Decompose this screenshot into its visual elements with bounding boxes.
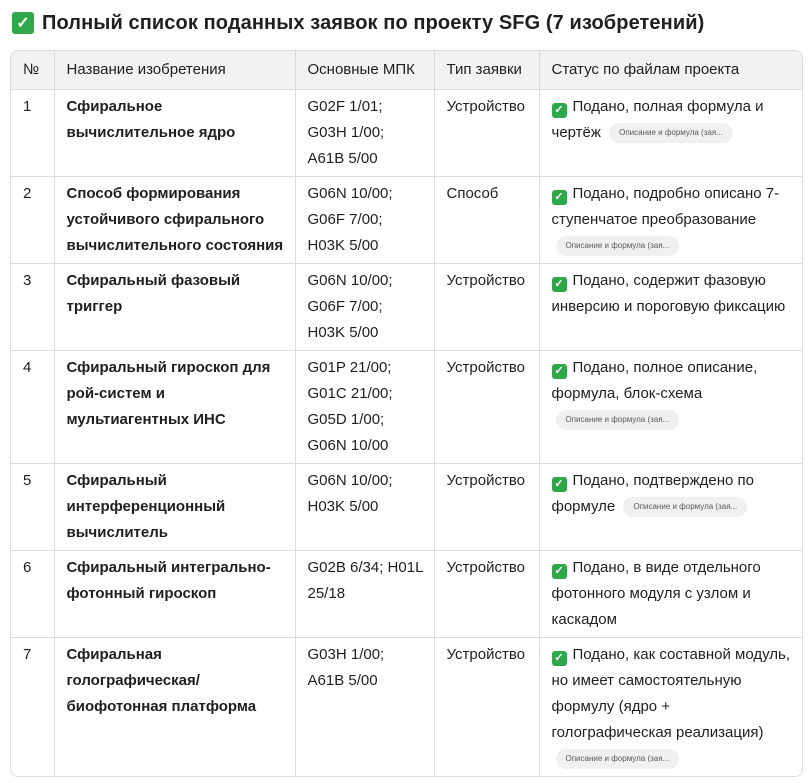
page-header [12,8,704,38]
status-text: Подано, подтверждено по формуле [551,472,754,515]
application-type: Устройство [434,90,539,177]
column-header-number: № [11,51,54,90]
table-row [11,177,802,264]
table-row [11,638,802,777]
invention-name: Сфиральный фазовый триггер [54,264,295,351]
application-type: Устройство [434,351,539,464]
ipc-codes: G03H 1/00; A61B 5/00 [295,638,434,777]
table-row [11,464,802,551]
application-type: Устройство [434,264,539,351]
column-header-type: Тип заявки [434,51,539,90]
application-type: Устройство [434,464,539,551]
ipc-codes: G02F 1/01; G03H 1/00; A61B 5/00 [295,90,434,177]
status-text: Подано, как составной модуль, но имеет самостоятельную формулу (ядро + голографическая реализация) [551,646,790,741]
status-text: Подано, содержит фазовую инверсию и пороговую фиксацию [551,272,786,315]
check-mark-icon: ✓ [552,477,567,492]
invention-name: Сфиральная голографическая/ биофотонная платформа [54,638,295,777]
application-type: Устройство [434,551,539,638]
check-mark-icon: ✓ [12,12,34,34]
application-type: Способ [434,177,539,264]
applications-table [11,51,802,776]
ipc-codes: G06N 10/00; G06F 7/00; H03K 5/00 [295,177,434,264]
table-header-row [11,51,802,90]
row-number: 3 [11,264,54,351]
check-mark-icon: ✓ [552,277,567,292]
status-cell [539,177,802,264]
row-number: 7 [11,638,54,777]
check-mark-icon: ✓ [552,651,567,666]
invention-name: Сфиральный интерференционный вычислитель [54,464,295,551]
row-number: 2 [11,177,54,264]
ipc-codes: G01P 21/00; G01C 21/00; G05D 1/00; G06N 10/00 [295,351,434,464]
status-cell [539,638,802,777]
status-text: Подано, полное описание, формула, блок-схема [551,359,758,402]
invention-name: Сфиральный гироскоп для рой-систем и мультиагентных ИНС [54,351,295,464]
ipc-codes: G02B 6/34; H01L 25/18 [295,551,434,638]
status-cell [539,351,802,464]
check-mark-icon: ✓ [552,190,567,205]
status-text: Подано, подробно описано 7-ступенчатое преобразование [551,185,780,228]
invention-name: Сфиральное вычислительное ядро [54,90,295,177]
column-header-name: Название изобретения [54,51,295,90]
row-number: 1 [23,98,32,115]
source-chip[interactable]: Описание и формула (зая... [556,749,680,769]
row-number: 5 [11,464,54,551]
status-text: Подано, полная формула и чертёж [551,98,764,141]
ipc-codes: G06N 10/00; G06F 7/00; H03K 5/00 [295,264,434,351]
status-cell [539,551,802,638]
page-title: Полный список поданных заявок по проекту SFG (7 изобретений) [42,11,705,34]
ipc-codes: G06N 10/00; H03K 5/00 [295,464,434,551]
status-cell [539,90,802,177]
source-chip[interactable]: Описание и формула (зая... [623,497,747,517]
row-number: 6 [11,551,54,638]
status-cell [539,464,802,551]
status-cell [539,264,802,351]
source-chip[interactable]: Описание и формула (зая... [556,236,680,256]
table-row [11,351,802,464]
check-mark-icon: ✓ [552,364,567,379]
invention-name: Способ формирования устойчивого сфирального вычислительного состояния [54,177,295,264]
row-number: 4 [11,351,54,464]
table-row [11,264,802,351]
status-text: Подано, в виде отдельного фотонного модуля с узлом и каскадом [551,559,761,628]
applications-table-container [10,50,803,777]
check-mark-icon: ✓ [552,564,567,579]
invention-name: Сфиральный интегрально-фотонный гироскоп [54,551,295,638]
application-type: Устройство [434,638,539,777]
column-header-status: Статус по файлам проекта [539,51,802,90]
source-chip[interactable]: Описание и формула (зая... [556,410,680,430]
table-row [11,551,802,638]
table-row [11,90,802,177]
column-header-ipc: Основные МПК [295,51,434,90]
source-chip[interactable]: Описание и формула (зая... [609,123,733,143]
check-mark-icon: ✓ [552,103,567,118]
